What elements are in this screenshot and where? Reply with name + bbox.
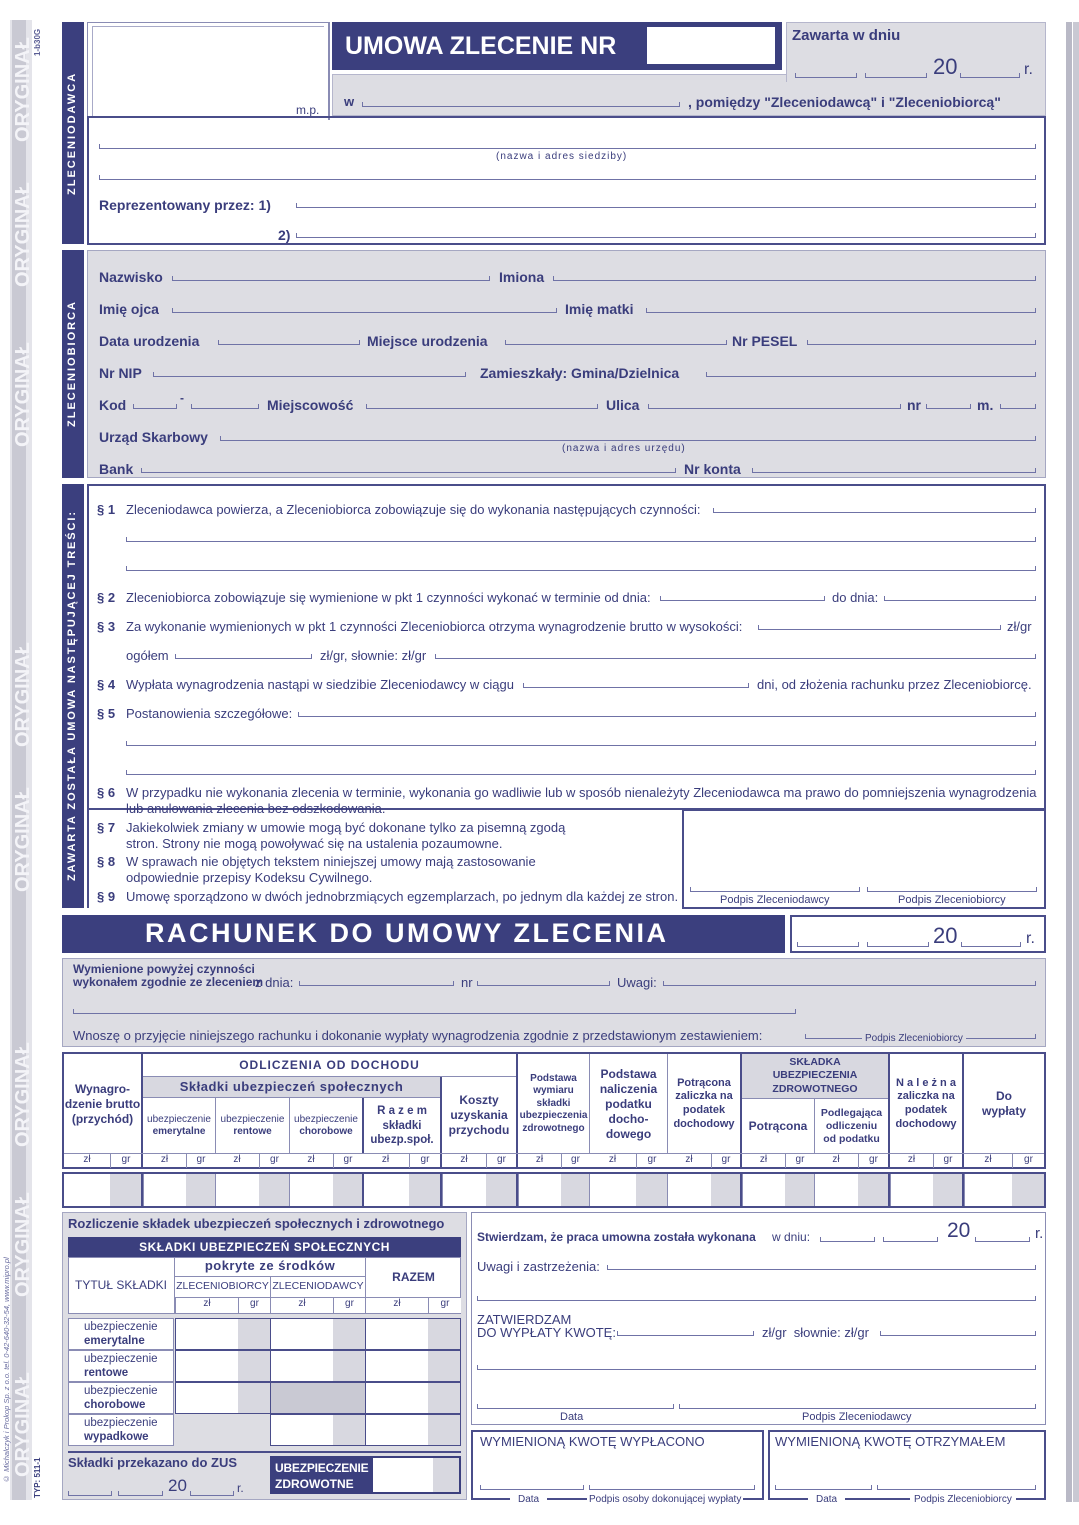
house-number-label: nr: [907, 397, 921, 413]
settlement-title: Rozliczenie składek ubezpieczeń społecznych i zdrowotnego: [68, 1216, 445, 1231]
postal-code-part1[interactable]: [133, 401, 177, 409]
confirm-year-suffix: r.: [1035, 1225, 1044, 1242]
birth-date-field[interactable]: [218, 337, 360, 345]
client-address-field[interactable]: [99, 172, 1036, 180]
father-name-label: Imię ojca: [99, 301, 159, 317]
p6-text-a: W przypadku nie wykonania zlecenia w terminie, wykonania go wadliwie lub w sposób nienależyty Zleceniodawca ma prawo do pomniejszenia wynagrodzenia: [126, 785, 1037, 800]
col-razem-header: R a z e m składki ubezp.społ.: [362, 1098, 440, 1154]
unit-zl: zł: [460, 1154, 468, 1165]
col-emerytalne-b: emerytalne: [152, 1126, 206, 1137]
place-field[interactable]: [362, 99, 680, 107]
watermark: ORYGINAŁ: [12, 642, 34, 748]
year-prefix: 20: [933, 54, 958, 79]
unit-gr: gr: [486, 1154, 516, 1168]
row-label-b: wypadkowe: [84, 1431, 149, 1443]
unit-zl: zł: [307, 1154, 315, 1165]
request-signature-caption: Podpis Zleceniobiorcy: [862, 1033, 966, 1044]
amount-gr-cell[interactable]: [933, 1174, 962, 1206]
type-code: TYP: 511-1: [33, 1457, 42, 1498]
unit-gr: gr: [636, 1154, 667, 1168]
received-title: WYMIENIONĄ KWOTĘ OTRZYMAŁEM: [775, 1434, 1006, 1449]
settlement-gr-cell[interactable]: [428, 1318, 461, 1350]
unit-zl: zł: [233, 1154, 241, 1165]
column-separator: [962, 1172, 964, 1208]
p7-number: § 7: [97, 820, 116, 835]
settlement-row-label: [68, 1318, 174, 1350]
tax-office-field[interactable]: [220, 433, 1036, 441]
column-separator: [362, 1172, 364, 1208]
paid-date-caption: Data: [510, 1494, 547, 1505]
confirm-text: Stwierdzam, że praca umowna została wykonana: [477, 1230, 756, 1244]
unit-zl: zł: [608, 1154, 617, 1165]
paid-title: WYMIENIONĄ KWOTĘ WYPŁACONO: [480, 1434, 705, 1449]
settlement-zl-cell[interactable]: [365, 1414, 428, 1446]
amount-zl-cell[interactable]: [64, 1174, 110, 1206]
birth-place-label: Miejsce urodzenia: [367, 333, 488, 349]
tax-office-label: Urząd Skarbowy: [99, 429, 208, 445]
apartment-label: m.: [977, 397, 994, 413]
amount-gr-cell[interactable]: [561, 1174, 589, 1206]
amount-gr-cell[interactable]: [636, 1174, 667, 1206]
right-margin-strip: [1066, 22, 1072, 1502]
tytul-header: TYTUŁ SKŁADKI: [74, 1278, 168, 1292]
p2-to-field[interactable]: [884, 593, 1036, 601]
unit-gr: gr: [711, 1154, 740, 1168]
p5-field-3[interactable]: [126, 767, 1036, 775]
unit-zl: zł: [175, 1298, 238, 1313]
watermark: ORYGINAŁ: [12, 37, 34, 143]
col-podlegajaca-header: Podlegająca odliczeniu od podatku: [814, 1099, 888, 1154]
confirm-date-field[interactable]: [820, 1219, 1045, 1242]
zus-label: Składki przekazano do ZUS: [68, 1455, 238, 1470]
father-name-field[interactable]: [172, 305, 557, 313]
paid-date-field[interactable]: [480, 1482, 584, 1490]
p1-field-1[interactable]: [713, 505, 1036, 513]
request-text: Wnoszę o przyjęcie niniejszego rachunku i dokonanie wypłaty wynagrodzenia zgodnie z przedstawionym zestawieniem:: [73, 1028, 763, 1043]
watermark: ORYGINAŁ: [12, 1192, 34, 1298]
amount-zl-cell[interactable]: [667, 1174, 711, 1206]
unit-zl: zł: [907, 1154, 916, 1165]
unit-zl: zł: [685, 1154, 693, 1165]
amount-gr-cell[interactable]: [1012, 1174, 1044, 1206]
p3-text: Za wykonanie wymienionych w pkt 1 czynności Zleceniobiorca otrzyma wynagrodzenie brutto w wysokości:: [126, 619, 743, 634]
amount-zl-cell[interactable]: [964, 1174, 1012, 1206]
unit-gr: gr: [785, 1154, 814, 1168]
settlement-zl-cell[interactable]: [175, 1350, 238, 1382]
settlement-gr-cell[interactable]: [333, 1318, 365, 1350]
confirm-year-prefix: 20: [947, 1219, 971, 1242]
p1-number: § 1: [97, 502, 116, 517]
amount-zl-cell[interactable]: [742, 1174, 785, 1206]
p3-number: § 3: [97, 619, 116, 634]
remarks-label: Uwagi i zastrzeżenia:: [477, 1259, 600, 1274]
approval-signature-field[interactable]: [679, 1401, 1036, 1409]
residence-field[interactable]: [706, 369, 1036, 377]
p6-number: § 6: [97, 785, 116, 800]
p3-words-field[interactable]: [435, 651, 1036, 659]
received-signature-field[interactable]: [877, 1482, 1036, 1490]
amount-gr-cell[interactable]: [259, 1174, 289, 1206]
col-koszty-header: Koszty uzyskania przychodu: [448, 1092, 510, 1137]
first-names-field[interactable]: [553, 273, 1036, 281]
p4-number: § 4: [97, 677, 116, 692]
remarks-field[interactable]: [607, 1262, 1036, 1270]
unit-gr: gr: [1012, 1154, 1044, 1168]
approval-date-caption: Data: [560, 1411, 584, 1423]
settlement-gr-cell[interactable]: [333, 1350, 365, 1382]
p4-text: Wypłata wynagrodzenia nastąpi w siedzibie Zleceniodawcy w ciągu: [126, 677, 514, 692]
settlement-gr-cell[interactable]: [333, 1382, 365, 1414]
p2-number: § 2: [97, 590, 116, 605]
street-field[interactable]: [648, 401, 901, 409]
p4-end-text: dni, od złożenia rachunku przez Zleceniobiorcę.: [757, 677, 1032, 692]
group-deductions-header: ODLICZENIA OD DOCHODU: [239, 1057, 420, 1072]
approve-words-field[interactable]: [880, 1328, 1036, 1336]
client-signature-caption: Podpis Zleceniodawcy: [720, 894, 830, 906]
surname-label: Nazwisko: [99, 269, 163, 285]
approve-line1: ZATWIERDZAM: [477, 1312, 572, 1327]
amount-zl-cell[interactable]: [215, 1174, 259, 1206]
p6-text-b: lub anulowania zlecenia bez odszkodowania.: [126, 801, 386, 816]
pesel-field[interactable]: [807, 337, 1036, 345]
p5-field-2[interactable]: [126, 738, 1036, 746]
right-margin-strip: [1073, 22, 1079, 1502]
amount-zl-cell[interactable]: [362, 1174, 409, 1206]
row-label-b: chorobowe: [84, 1399, 146, 1411]
from-day-label: z dnia:: [255, 975, 294, 990]
amount-zl-cell[interactable]: [890, 1174, 933, 1206]
unit-zl: zł: [160, 1154, 169, 1165]
unit-gr: gr: [110, 1154, 141, 1168]
watermark: ORYGINAŁ: [12, 182, 34, 288]
col-chorobowe-header: [289, 1098, 362, 1154]
p3-amount-field[interactable]: [758, 622, 1001, 630]
p2-from-field[interactable]: [660, 593, 825, 601]
col-rentowe-a: ubezpieczenie: [220, 1113, 285, 1125]
approve-amount-field[interactable]: [617, 1328, 754, 1336]
unit-gr: gr: [259, 1154, 289, 1168]
zus-year-suffix: r.: [237, 1481, 244, 1495]
contract-number-field[interactable]: [647, 27, 775, 64]
col-chorobowe-b: chorobowe: [299, 1126, 353, 1137]
amount-zl-cell[interactable]: [289, 1174, 333, 1206]
approve-unit: zł/gr słownie: zł/gr: [762, 1325, 869, 1340]
concluded-label: Zawarta w dniu: [792, 27, 901, 44]
apartment-field[interactable]: [1000, 401, 1036, 409]
client-details-box: [87, 116, 1046, 245]
approve-words-field-2[interactable]: [477, 1362, 1036, 1370]
zleceniobiorca-side-label: ZLECENIOBIORCA: [66, 300, 78, 428]
razem-header: RAZEM: [365, 1257, 461, 1297]
from-client-header: ZLECENIODAWCY: [270, 1277, 365, 1297]
column-separator: [141, 1172, 143, 1208]
birth-place-field[interactable]: [505, 337, 727, 345]
p9-text: Umowę sporządzono w dwóch jednobrzmiących egzemplarzach, po jednym dla każdej ze stron.: [126, 889, 679, 904]
form-code: 1-b30G: [33, 28, 42, 56]
row-label-a: ubezpieczenie: [84, 1353, 158, 1365]
unit-zl: zł: [365, 1298, 428, 1313]
from-day-field[interactable]: [299, 978, 454, 986]
row-label-b: rentowe: [84, 1367, 129, 1379]
zus-year-prefix: 20: [168, 1476, 187, 1495]
amount-zl-cell[interactable]: [518, 1174, 561, 1206]
p1-field-2[interactable]: [126, 534, 1036, 542]
column-separator: [888, 1172, 890, 1208]
account-number-label: Nr konta: [684, 461, 741, 477]
bank-label: Bank: [99, 461, 134, 477]
concluded-date-field[interactable]: [795, 54, 1035, 79]
amount-gr-cell[interactable]: [186, 1174, 215, 1206]
row-label-a: ubezpieczenie: [84, 1385, 158, 1397]
p5-text: Postanowienia szczegółowe:: [126, 706, 293, 721]
surname-field[interactable]: [172, 273, 490, 281]
remarks-field-2[interactable]: [477, 1293, 1036, 1301]
health-insurance-a: UBEZPIECZENIE: [275, 1461, 369, 1475]
settlement-zl-cell[interactable]: [175, 1382, 238, 1414]
column-separator: [440, 1172, 442, 1208]
unit-gr: gr: [933, 1154, 962, 1168]
group-social-header: Składki ubezpieczeń społecznych: [143, 1076, 440, 1098]
amount-zl-cell[interactable]: [589, 1174, 636, 1206]
first-names-label: Imiona: [499, 269, 545, 285]
bill-remarks-field-2[interactable]: [73, 1006, 796, 1014]
col-nalezna-header: N a l e ż n a zaliczka na podatek dochodowy: [895, 1076, 957, 1130]
settlement-row-label: [68, 1350, 174, 1382]
residence-label: Zamieszkały: Gmina/Dzielnica: [480, 365, 680, 381]
p2-to-label: do dnia:: [832, 590, 879, 605]
unit-gr: gr: [858, 1154, 888, 1168]
unit-zl: zł: [832, 1154, 840, 1165]
settlement-zl-cell[interactable]: [270, 1414, 333, 1446]
year-suffix: r.: [1024, 61, 1033, 78]
client-name-field[interactable]: [99, 141, 1036, 149]
house-number-field[interactable]: [926, 401, 971, 409]
client-name-caption: (nazwa i adres siedziby): [496, 151, 628, 162]
unit-gr: gr: [428, 1298, 461, 1313]
bill-nr-field[interactable]: [477, 978, 610, 986]
p9-number: § 9: [97, 889, 116, 904]
p7-text-a: Jakiekolwiek zmiany w umowie mogą być dokonane tylko za pisemną zgodą: [126, 820, 566, 835]
watermark: ORYGINAŁ: [12, 342, 34, 448]
p3-total-unit: zł/gr, słownie: zł/gr: [320, 648, 427, 663]
between-text: , pomiędzy "Zleceniodawcą" i "Zleceniobiorcą": [688, 94, 1001, 110]
unit-zl: zł: [381, 1154, 390, 1165]
stamp-label: m.p.: [296, 103, 320, 117]
p7-text-b: stron. Strony nie mogą powoływać się na ustalenia pozaumowne.: [126, 836, 503, 851]
column-separator: [740, 1172, 742, 1208]
p1-text: Zleceniodawca powierza, a Zleceniobiorca zobowiązuje się do wykonania następujących czynności:: [126, 502, 701, 517]
unit-zl: zł: [83, 1154, 91, 1165]
representative-2-label: 2): [278, 227, 291, 243]
col-podstawa-podatku-header: Podstawa naliczenia podatku docho- dowego: [589, 1054, 667, 1154]
amount-zl-cell[interactable]: [143, 1174, 186, 1206]
health-insurance-zl-field[interactable]: [373, 1458, 433, 1492]
column-separator: [516, 1172, 518, 1208]
unit-zl: zł: [984, 1154, 992, 1165]
place-prefix: w: [344, 94, 355, 109]
watermark: ORYGINAŁ: [12, 787, 34, 893]
account-number-field[interactable]: [752, 465, 1036, 473]
amount-gr-cell[interactable]: [333, 1174, 362, 1206]
contractor-signature-caption: Podpis Zleceniobiorcy: [898, 894, 1006, 906]
unit-gr: gr: [333, 1154, 362, 1168]
mother-name-label: Imię matki: [565, 301, 634, 317]
unit-gr: gr: [238, 1298, 270, 1313]
col-emerytalne-a: ubezpieczenie: [147, 1113, 211, 1125]
settlement-row-label: [68, 1382, 174, 1414]
col-podstawa-zdrow-header: Podstawa wymiaru składki ubezpieczenia zdrowotnego: [519, 1072, 588, 1134]
health-insurance-gr-field[interactable]: [433, 1458, 459, 1492]
covered-header: pokryte ze środków: [204, 1258, 336, 1274]
postal-code-part2[interactable]: [191, 401, 259, 409]
col-do-wyplaty-header: Do wypłaty: [981, 1089, 1026, 1118]
representative-1-field[interactable]: [296, 200, 1036, 208]
settlement-header: SKŁADKI UBEZPIECZEŃ SPOŁECZNYCH: [139, 1240, 390, 1254]
settlement-zl-cell[interactable]: [365, 1318, 428, 1350]
received-signature-caption: Podpis Zleceniobiorcy: [910, 1494, 1016, 1505]
unit-zl: zł: [535, 1154, 544, 1165]
p5-number: § 5: [97, 706, 116, 721]
group-health-header: SKŁADKA UBEZPIECZENIA ZDROWOTNEGO: [742, 1054, 888, 1098]
settlement-row-label: [68, 1414, 174, 1446]
pesel-label: Nr PESEL: [732, 333, 798, 349]
from-contractor-header: ZLECENIOBIORCY: [176, 1280, 269, 1293]
unit-zl: zł: [759, 1154, 768, 1165]
unit-gr: gr: [333, 1298, 365, 1313]
amount-gr-cell[interactable]: [486, 1174, 516, 1206]
received-date-field[interactable]: [775, 1482, 872, 1490]
unit-zl: zł: [270, 1298, 333, 1313]
bill-remarks-label: Uwagi:: [617, 975, 657, 990]
unit-gr: gr: [561, 1154, 589, 1168]
p4-days-field[interactable]: [523, 680, 749, 688]
postal-code-separator: -: [180, 391, 184, 405]
city-label: Miejscowość: [267, 397, 354, 413]
done-line1: Wymienione powyżej czynności: [73, 962, 255, 976]
confirm-day-label: w dniu:: [772, 1230, 811, 1244]
amount-gr-cell[interactable]: [858, 1174, 888, 1206]
tax-office-caption: (nazwa i adres urzędu): [562, 443, 686, 454]
col-emerytalne-header: [143, 1098, 215, 1154]
settlement-gr-cell[interactable]: [428, 1414, 461, 1446]
stamp-box[interactable]: [92, 26, 324, 118]
city-field[interactable]: [366, 401, 598, 409]
contract-title: UMOWA ZLECENIE NR: [345, 32, 617, 60]
settlement-zl-cell[interactable]: [175, 1318, 238, 1350]
bank-field[interactable]: [141, 465, 676, 473]
p3-total-field[interactable]: [175, 651, 312, 659]
paid-signature-field[interactable]: [589, 1482, 755, 1490]
year-suffix: r.: [1026, 930, 1035, 947]
p8-text-b: odpowiednie przepisy Kodeksu Cywilnego.: [126, 870, 373, 885]
p5-field-1[interactable]: [298, 709, 1036, 717]
year-prefix: 20: [933, 923, 958, 948]
received-date-caption: Data: [808, 1494, 845, 1505]
nip-field[interactable]: [153, 369, 466, 377]
approve-line2: DO WYPŁATY KWOTĘ:: [477, 1325, 616, 1340]
bill-date-field[interactable]: [797, 923, 1037, 948]
settlement-gr-cell[interactable]: [238, 1350, 270, 1382]
settlement-gr-cell[interactable]: [238, 1318, 270, 1350]
street-label: Ulica: [606, 397, 640, 413]
publisher-info: © Michalczyk i Prokop Sp. z o.o. tel. 0-42-640-32-54, www.mipro.pl: [2, 1257, 11, 1483]
contractor-signature-field[interactable]: [867, 884, 1037, 892]
zus-date-field[interactable]: [68, 1478, 258, 1496]
amount-zl-cell[interactable]: [442, 1174, 486, 1206]
approval-signature-caption: Podpis Zleceniodawcy: [802, 1411, 912, 1423]
p8-number: § 8: [97, 854, 116, 869]
col-potracona-header: Potrącona: [748, 1119, 808, 1133]
unit-gr: gr: [409, 1154, 440, 1168]
watermark: ORYGINAŁ: [12, 1042, 34, 1148]
represented-label: Reprezentowany przez: 1): [99, 197, 271, 213]
postal-code-label: Kod: [99, 397, 127, 413]
amount-zl-cell[interactable]: [814, 1174, 858, 1206]
mother-name-field[interactable]: [646, 305, 1036, 313]
bill-remarks-field[interactable]: [663, 978, 1036, 986]
amount-gr-cell[interactable]: [785, 1174, 814, 1206]
settlement-zl-cell[interactable]: [270, 1350, 333, 1382]
settlement-zl-cell[interactable]: [270, 1382, 333, 1414]
zleceniodawca-side-label: ZLECENIODAWCA: [66, 71, 78, 195]
amount-gr-cell[interactable]: [110, 1174, 141, 1206]
settlement-gr-cell[interactable]: [428, 1350, 461, 1382]
client-signature-field[interactable]: [690, 884, 860, 892]
amount-gr-cell[interactable]: [409, 1174, 440, 1206]
settlement-zl-cell[interactable]: [365, 1382, 428, 1414]
col-brutto-header: Wynagro- dzenie brutto (przychód): [64, 1081, 141, 1126]
p8-text-a: W sprawach nie objętych tekstem niniejszej umowy mają zastosowanie: [126, 854, 536, 869]
p3-unit: zł/gr: [1007, 619, 1032, 634]
representative-2-field[interactable]: [296, 230, 1036, 238]
settlement-zl-cell[interactable]: [365, 1350, 428, 1382]
health-insurance-b: ZDROWOTNE: [275, 1477, 354, 1491]
p2-text: Zleceniobiorca zobowiązuje się wymienione w pkt 1 czynności wykonać w terminie od dnia:: [126, 590, 651, 605]
paid-signature-caption: Podpis osoby dokonującej wypłaty: [589, 1494, 742, 1505]
done-line2: wykonałem zgodnie ze zleceniem: [73, 975, 264, 989]
birth-date-label: Data urodzenia: [99, 333, 200, 349]
nip-label: Nr NIP: [99, 365, 142, 381]
col-rentowe-b: rentowe: [233, 1126, 272, 1137]
col-potracona-zaliczka-header: Potrącona zaliczka na podatek dochodowy: [667, 1054, 740, 1154]
p1-field-3[interactable]: [126, 563, 1036, 571]
unit-gr: gr: [186, 1154, 215, 1168]
terms-box: [87, 484, 1046, 810]
terms-side-label: ZAWARTA ZOSTAŁA UMOWA NASTĘPUJĄCEJ TREŚCI:: [66, 510, 78, 882]
bill-nr-label: nr: [461, 975, 473, 990]
row-label-a: ubezpieczenie: [84, 1417, 158, 1429]
settlement-gr-cell[interactable]: [333, 1414, 365, 1446]
row-label-b: emerytalne: [84, 1335, 145, 1347]
amount-gr-cell[interactable]: [711, 1174, 740, 1206]
col-chorobowe-a: ubezpieczenie: [294, 1113, 358, 1125]
p3-total-label: ogółem: [126, 648, 169, 663]
row-label-a: ubezpieczenie: [84, 1321, 158, 1333]
deductions-table: [62, 1052, 1046, 1208]
col-rentowe-header: [215, 1098, 289, 1154]
watermark: ORYGINAŁ: [12, 1372, 34, 1478]
approval-date-field[interactable]: [477, 1401, 674, 1409]
settlement-gr-cell[interactable]: [238, 1382, 270, 1414]
bill-title: RACHUNEK DO UMOWY ZLECENIA: [145, 918, 669, 948]
settlement-gr-cell[interactable]: [428, 1382, 461, 1414]
settlement-zl-cell[interactable]: [270, 1318, 333, 1350]
